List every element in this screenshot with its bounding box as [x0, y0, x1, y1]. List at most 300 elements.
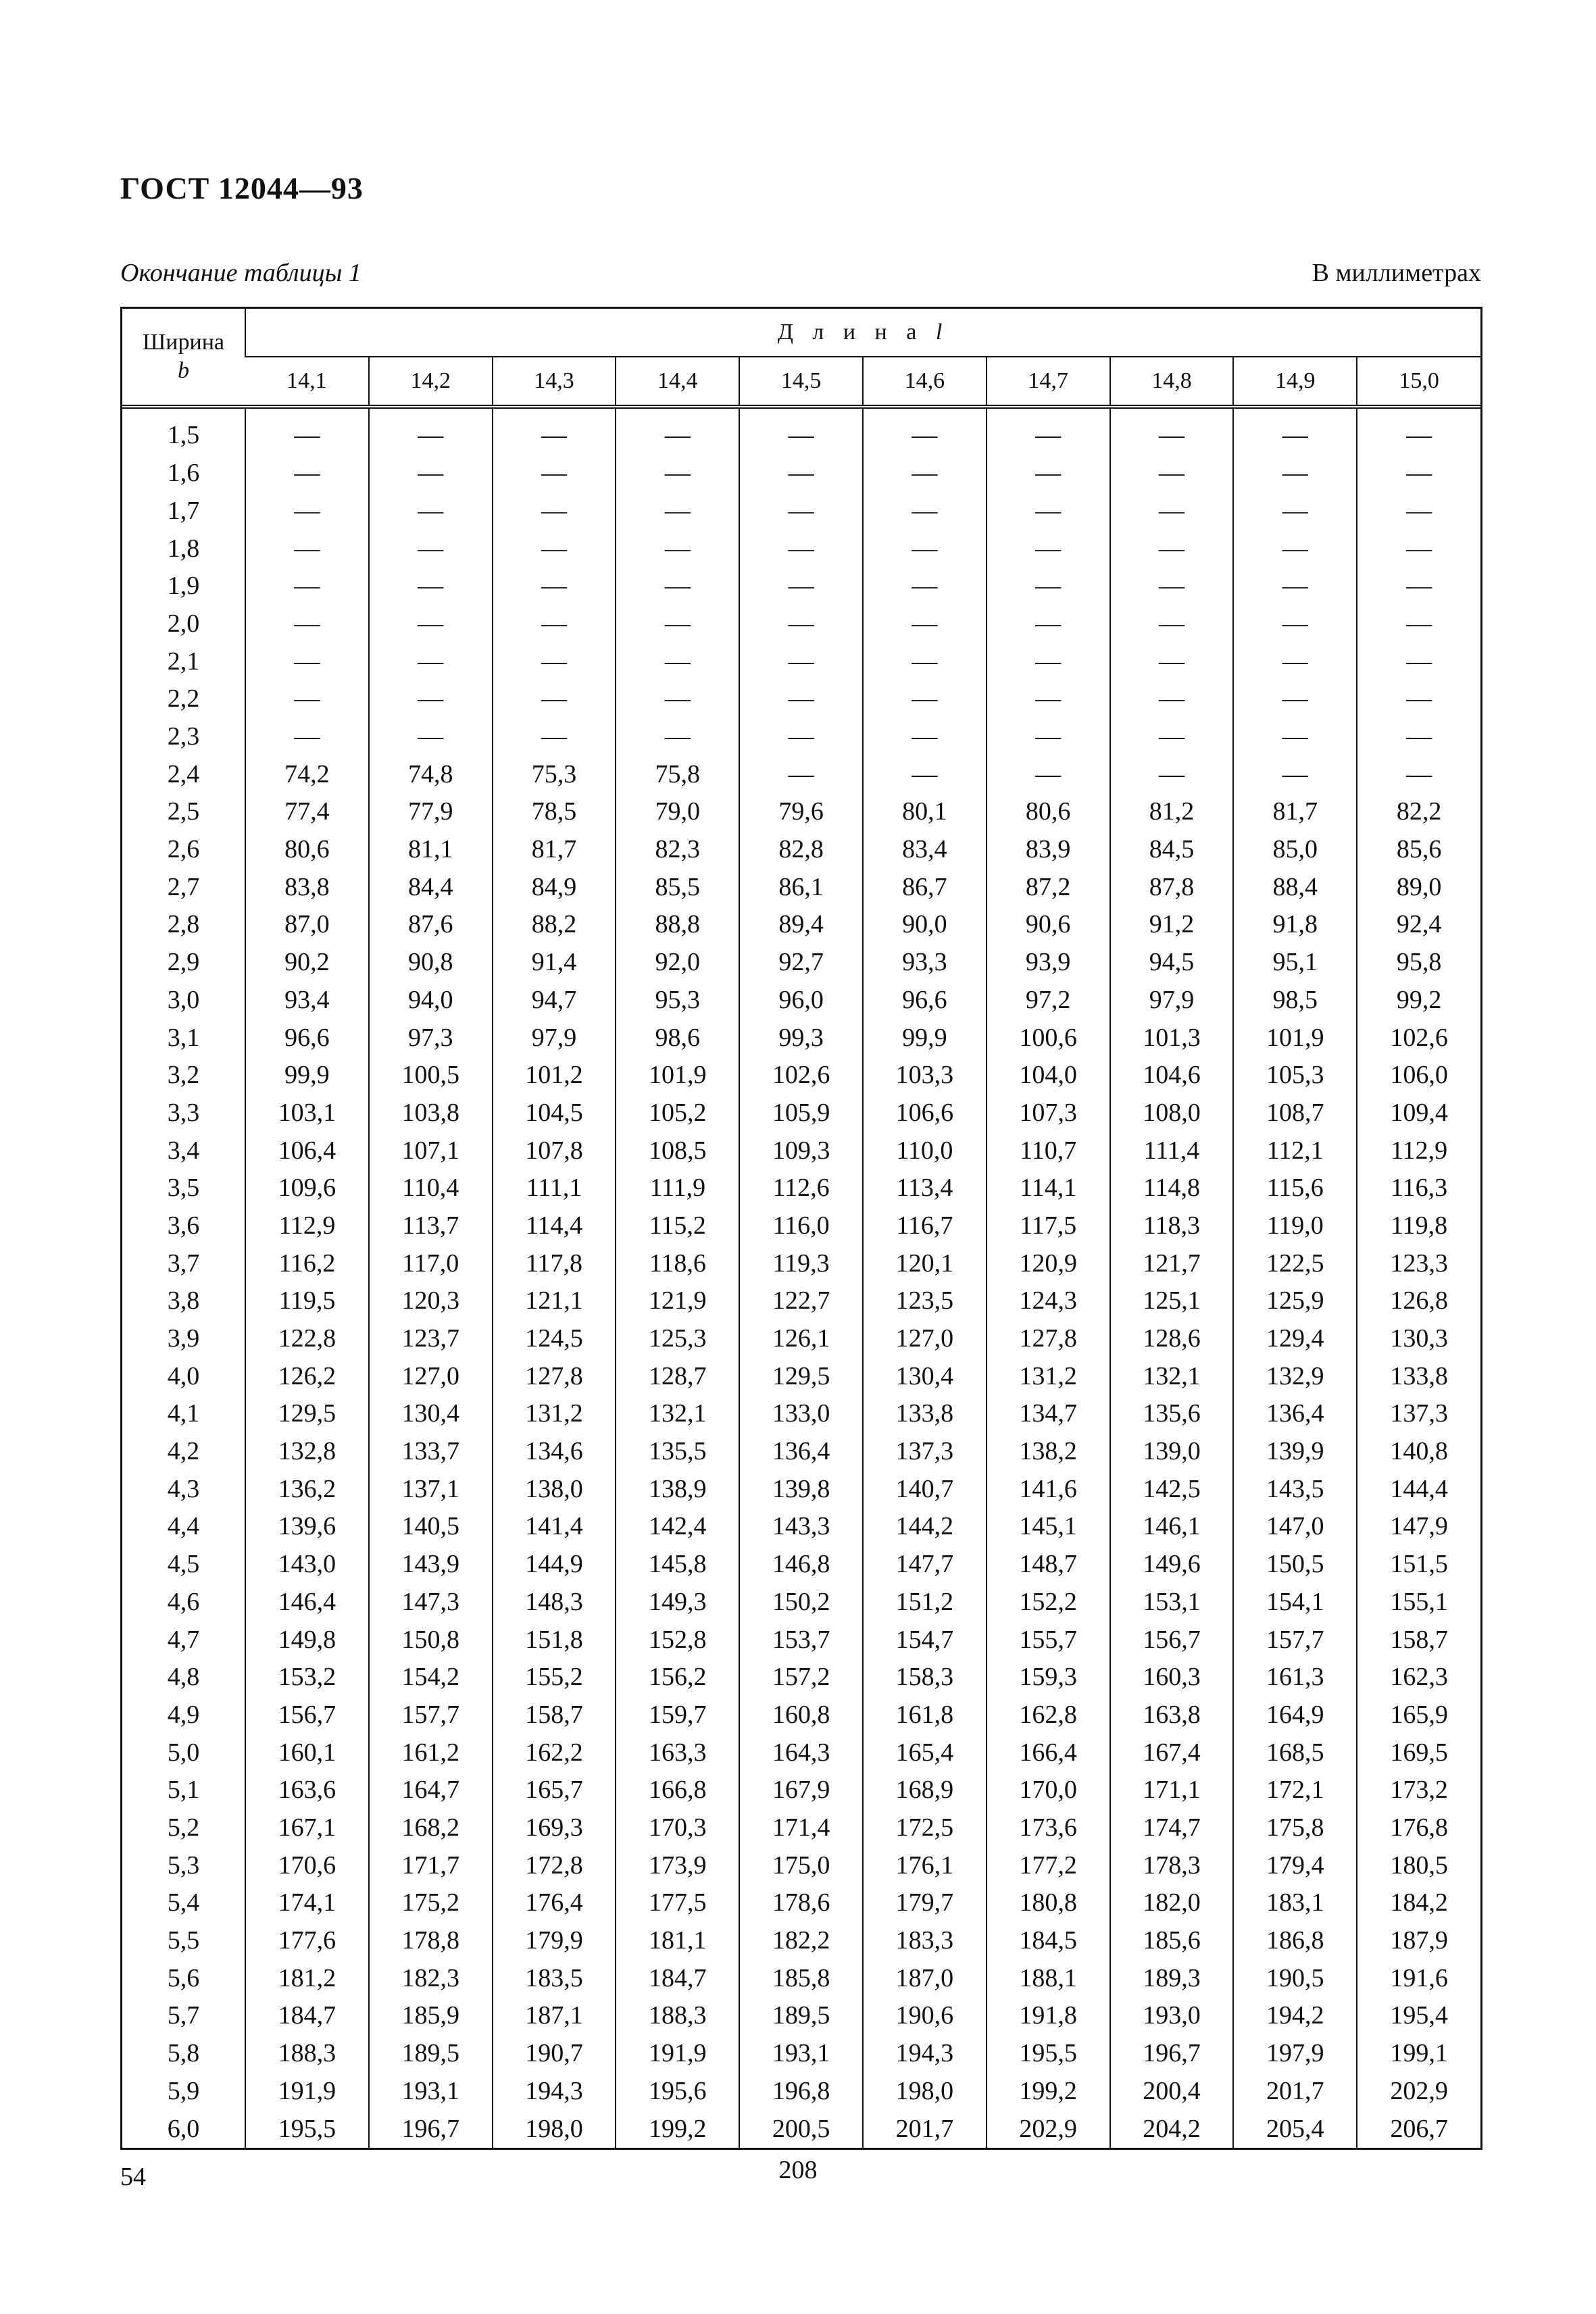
table-row — [122, 1546, 1480, 1584]
width-value-cell: 5,1 — [167, 1776, 200, 1805]
table-cell: — — [1233, 755, 1357, 793]
table-cell: 108,0 — [1110, 1095, 1234, 1132]
table-cell: 179,9 — [493, 1922, 616, 1960]
table-cell: 187,0 — [863, 1959, 987, 1997]
table-cell: — — [739, 568, 863, 605]
dimensions-table — [120, 307, 1482, 2150]
width-value-cell: 3,4 — [167, 1136, 200, 1165]
width-value-cell: 5,2 — [167, 1813, 200, 1842]
table-cell: 91,8 — [1233, 906, 1357, 944]
width-value-cell: 6,0 — [167, 2114, 200, 2143]
table-cell: — — [987, 605, 1110, 643]
table-cell: 127,0 — [863, 1320, 987, 1358]
width-value-cell: 2,7 — [167, 872, 200, 901]
table-cell: 174,7 — [1110, 1809, 1234, 1847]
table-cell: 200,5 — [739, 2110, 863, 2148]
table-cell: 82,2 — [1357, 793, 1480, 831]
table-cell: 161,3 — [1233, 1659, 1357, 1696]
table-cell: 110,0 — [863, 1132, 987, 1169]
table-cell: 106,0 — [1357, 1057, 1480, 1095]
table-cell: 194,3 — [493, 2072, 616, 2110]
table-cell: 91,2 — [1110, 906, 1234, 944]
width-value-cell: 5,5 — [167, 1926, 200, 1955]
table-cell: — — [493, 680, 616, 718]
table-body — [122, 407, 1480, 2148]
table-cell: 136,4 — [739, 1433, 863, 1471]
length-column-header: 14,6 — [863, 357, 987, 407]
table-cell: 134,7 — [987, 1395, 1110, 1433]
table-cell: 161,2 — [369, 1734, 493, 1771]
width-value-cell: 5,8 — [167, 2039, 200, 2068]
table-cell: 165,4 — [863, 1734, 987, 1771]
table-cell: 163,6 — [245, 1771, 369, 1809]
table-cell: 94,0 — [369, 982, 493, 1020]
table-cell: — — [493, 643, 616, 680]
table-cell: 95,8 — [1357, 944, 1480, 982]
table-cell: 154,1 — [1233, 1584, 1357, 1621]
width-value-cell: 3,0 — [167, 985, 200, 1014]
table-cell: 91,4 — [493, 944, 616, 982]
table-cell: — — [1357, 530, 1480, 568]
table-cell: 86,7 — [863, 868, 987, 906]
width-value-cell: 3,5 — [167, 1174, 200, 1203]
table-cell: — — [739, 643, 863, 680]
table-row — [122, 1132, 1480, 1169]
table-row — [122, 2110, 1480, 2148]
table-cell: 89,0 — [1357, 868, 1480, 906]
table-cell: 84,4 — [369, 868, 493, 906]
table-cell: 132,8 — [245, 1433, 369, 1471]
table-cell: — — [863, 568, 987, 605]
table-cell: 133,8 — [1357, 1357, 1480, 1395]
table-cell: 84,9 — [493, 868, 616, 906]
table-cell: 181,2 — [245, 1959, 369, 1997]
table-cell: 155,2 — [493, 1659, 616, 1696]
table-cell: 168,2 — [369, 1809, 493, 1847]
table-cell: 114,4 — [493, 1207, 616, 1245]
table-cell: — — [369, 605, 493, 643]
table-row — [122, 1470, 1480, 1508]
table-cell: — — [1110, 755, 1234, 793]
table-cell: — — [1357, 680, 1480, 718]
table-cell: 190,5 — [1233, 1959, 1357, 1997]
table-cell: 199,1 — [1357, 2035, 1480, 2073]
table-cell: 104,5 — [493, 1095, 616, 1132]
table-cell: — — [987, 718, 1110, 756]
table-cell: 193,1 — [369, 2072, 493, 2110]
table-cell: 106,4 — [245, 1132, 369, 1169]
table-cell: 196,7 — [1110, 2035, 1234, 2073]
table-cell: 190,6 — [863, 1997, 987, 2035]
table-cell: 187,1 — [493, 1997, 616, 2035]
table-cell: — — [493, 455, 616, 493]
table-cell: 80,6 — [987, 793, 1110, 831]
table-cell: 101,9 — [616, 1057, 739, 1095]
width-value-cell: 5,4 — [167, 1888, 200, 1917]
length-column-header: 14,5 — [739, 357, 863, 407]
table-cell: 130,4 — [369, 1395, 493, 1433]
table-cell: 112,9 — [1357, 1132, 1480, 1169]
table-cell: 90,8 — [369, 944, 493, 982]
table-cell: 144,2 — [863, 1508, 987, 1546]
table-cell: — — [863, 718, 987, 756]
table-cell: 163,8 — [1110, 1696, 1234, 1734]
table-cell: 93,3 — [863, 944, 987, 982]
table-cell: 108,7 — [1233, 1095, 1357, 1132]
table-cell: 113,7 — [369, 1207, 493, 1245]
table-cell: 121,1 — [493, 1282, 616, 1320]
table-cell: 74,2 — [245, 755, 369, 793]
table-row — [122, 680, 1480, 718]
table-cell: 167,1 — [245, 1809, 369, 1847]
table-cell: 151,5 — [1357, 1546, 1480, 1584]
table-cell: 173,6 — [987, 1809, 1110, 1847]
table-cell: 147,3 — [369, 1584, 493, 1621]
table-cell: 153,7 — [739, 1621, 863, 1659]
table-cell: 141,4 — [493, 1508, 616, 1546]
table-cell: — — [245, 718, 369, 756]
table-row — [122, 643, 1480, 680]
page-number-center: 208 — [778, 2156, 818, 2184]
table-cell: 143,0 — [245, 1546, 369, 1584]
table-cell: 122,5 — [1233, 1244, 1357, 1282]
table-cell: — — [245, 680, 369, 718]
table-row — [122, 793, 1480, 831]
table-cell: — — [245, 568, 369, 605]
table-cell: 162,3 — [1357, 1659, 1480, 1696]
table-cell: — — [1357, 718, 1480, 756]
table-cell: 80,6 — [245, 831, 369, 869]
table-cell: 78,5 — [493, 793, 616, 831]
table-cell: — — [739, 605, 863, 643]
width-value-cell: 1,9 — [167, 572, 200, 601]
table-cell: 96,0 — [739, 982, 863, 1020]
table-cell: — — [1357, 493, 1480, 530]
width-value-cell: 3,1 — [167, 1023, 200, 1052]
table-cell: — — [739, 493, 863, 530]
table-row — [122, 1846, 1480, 1884]
table-cell: 182,0 — [1110, 1884, 1234, 1922]
table-cell: 182,3 — [369, 1959, 493, 1997]
table-cell: — — [369, 530, 493, 568]
table-row — [122, 1019, 1480, 1057]
table-cell: 104,0 — [987, 1057, 1110, 1095]
table-cell: 115,2 — [616, 1207, 739, 1245]
table-cell: 96,6 — [863, 982, 987, 1020]
table-cell: 164,9 — [1233, 1696, 1357, 1734]
length-column-header: 14,3 — [493, 357, 616, 407]
table-cell: — — [493, 407, 616, 455]
table-cell: 79,6 — [739, 793, 863, 831]
table-cell: 195,6 — [616, 2072, 739, 2110]
table-cell: 112,1 — [1233, 1132, 1357, 1169]
table-cell: 171,4 — [739, 1809, 863, 1847]
table-cell: 195,5 — [987, 2035, 1110, 2073]
table-cell: 154,2 — [369, 1659, 493, 1696]
width-value-cell: 4,8 — [167, 1663, 200, 1692]
table-cell: 176,8 — [1357, 1809, 1480, 1847]
width-value-cell: 4,6 — [167, 1587, 200, 1616]
table-cell: 102,6 — [739, 1057, 863, 1095]
table-cell: 164,7 — [369, 1771, 493, 1809]
table-cell: — — [245, 530, 369, 568]
table-cell: — — [739, 530, 863, 568]
table-cell: — — [739, 718, 863, 756]
length-header-label: Д л и н а — [777, 320, 924, 345]
table-cell: 202,9 — [1357, 2072, 1480, 2110]
table-cell: 97,3 — [369, 1019, 493, 1057]
table-cell: 110,4 — [369, 1169, 493, 1207]
table-cell: 116,3 — [1357, 1169, 1480, 1207]
table-cell: 82,3 — [616, 831, 739, 869]
table-cell: 193,0 — [1110, 1997, 1234, 2035]
table-cell: 75,8 — [616, 755, 739, 793]
table-cell: 79,0 — [616, 793, 739, 831]
table-cell: 90,2 — [245, 944, 369, 982]
table-cell: 170,3 — [616, 1809, 739, 1847]
table-cell: — — [369, 643, 493, 680]
table-cell: 99,2 — [1357, 982, 1480, 1020]
table-cell: 103,8 — [369, 1095, 493, 1132]
table-cell: 165,7 — [493, 1771, 616, 1809]
table-cell: 99,9 — [245, 1057, 369, 1095]
table-cell: 136,2 — [245, 1470, 369, 1508]
table-cell: — — [1233, 455, 1357, 493]
table-cell: 119,8 — [1357, 1207, 1480, 1245]
table-cell: 105,2 — [616, 1095, 739, 1132]
table-cell: 135,5 — [616, 1433, 739, 1471]
table-cell: 129,5 — [739, 1357, 863, 1395]
table-cell: 132,1 — [616, 1395, 739, 1433]
table-cell: 147,9 — [1357, 1508, 1480, 1546]
table-cell: 191,9 — [245, 2072, 369, 2110]
table-cell: 133,8 — [863, 1395, 987, 1433]
table-cell: 123,7 — [369, 1320, 493, 1358]
table-cell: 117,8 — [493, 1244, 616, 1282]
table-cell: 173,2 — [1357, 1771, 1480, 1809]
table-cell: 81,7 — [1233, 793, 1357, 831]
table-cell: 89,4 — [739, 906, 863, 944]
table-cell: — — [1110, 407, 1234, 455]
table-cell: 145,8 — [616, 1546, 739, 1584]
table-cell: 164,3 — [739, 1734, 863, 1771]
table-cell: 139,0 — [1110, 1433, 1234, 1471]
table-cell: — — [245, 643, 369, 680]
table-cell: 163,3 — [616, 1734, 739, 1771]
table-cell: — — [369, 493, 493, 530]
table-cell: — — [616, 680, 739, 718]
table-cell: 158,3 — [863, 1659, 987, 1696]
width-header-symbol: b — [178, 358, 189, 383]
table-cell: 140,5 — [369, 1508, 493, 1546]
table-cell: 155,7 — [987, 1621, 1110, 1659]
table-cell: 146,1 — [1110, 1508, 1234, 1546]
table-cell: 143,5 — [1233, 1470, 1357, 1508]
table-cell: 85,5 — [616, 868, 739, 906]
table-row — [122, 455, 1480, 493]
table-cell: — — [493, 718, 616, 756]
table-cell: 149,6 — [1110, 1546, 1234, 1584]
table-cell: 185,8 — [739, 1959, 863, 1997]
table-cell: 150,5 — [1233, 1546, 1357, 1584]
table-cell: 101,9 — [1233, 1019, 1357, 1057]
table-cell: 178,6 — [739, 1884, 863, 1922]
table-cell: 144,9 — [493, 1546, 616, 1584]
table-cell: 156,7 — [245, 1696, 369, 1734]
document-title: ГОСТ 12044—93 — [120, 171, 364, 205]
table-cell: — — [987, 680, 1110, 718]
length-group-header — [245, 309, 1480, 357]
page-number-left: 54 — [120, 2163, 146, 2191]
table-cell: 112,6 — [739, 1169, 863, 1207]
table-cell: 109,6 — [245, 1169, 369, 1207]
table-cell: 94,7 — [493, 982, 616, 1020]
table-cell: 157,7 — [369, 1696, 493, 1734]
table-cell: 111,9 — [616, 1169, 739, 1207]
table-cell: 158,7 — [493, 1696, 616, 1734]
table-cell: — — [739, 680, 863, 718]
table-cell: — — [863, 493, 987, 530]
dimensions-table-grid — [122, 309, 1480, 2148]
table-cell: 127,0 — [369, 1357, 493, 1395]
table-cell: 148,3 — [493, 1584, 616, 1621]
table-cell: 165,9 — [1357, 1696, 1480, 1734]
table-cell: 166,8 — [616, 1771, 739, 1809]
table-cell: — — [863, 680, 987, 718]
table-cell: 137,3 — [863, 1433, 987, 1471]
table-cell: 185,6 — [1110, 1922, 1234, 1960]
table-cell: 120,9 — [987, 1244, 1110, 1282]
table-cell: 106,6 — [863, 1095, 987, 1132]
table-row — [122, 2035, 1480, 2073]
table-cell: 198,0 — [493, 2110, 616, 2148]
table-row — [122, 407, 1480, 455]
table-row — [122, 755, 1480, 793]
table-cell: 138,2 — [987, 1433, 1110, 1471]
table-cell: 196,8 — [739, 2072, 863, 2110]
table-caption: Окончание таблицы 1 — [120, 259, 361, 287]
table-cell: 116,2 — [245, 1244, 369, 1282]
table-cell: 150,2 — [739, 1584, 863, 1621]
table-cell: 102,6 — [1357, 1019, 1480, 1057]
table-cell: 152,2 — [987, 1584, 1110, 1621]
table-cell: 183,1 — [1233, 1884, 1357, 1922]
table-cell: 169,5 — [1357, 1734, 1480, 1771]
table-cell: — — [493, 493, 616, 530]
table-header-row-top — [122, 309, 1480, 357]
length-column-header: 14,8 — [1110, 357, 1234, 407]
length-column-header: 14,4 — [616, 357, 739, 407]
table-cell: — — [1357, 605, 1480, 643]
table-cell: 149,8 — [245, 1621, 369, 1659]
table-cell: 201,7 — [1233, 2072, 1357, 2110]
table-cell: 97,9 — [1110, 982, 1234, 1020]
table-row — [122, 1659, 1480, 1696]
width-value-cell: 2,5 — [167, 797, 200, 826]
table-cell: 197,9 — [1233, 2035, 1357, 2073]
table-cell: — — [1110, 605, 1234, 643]
table-cell: 85,0 — [1233, 831, 1357, 869]
table-cell: 206,7 — [1357, 2110, 1480, 2148]
table-cell: 140,8 — [1357, 1433, 1480, 1471]
table-cell: — — [739, 455, 863, 493]
table-cell: 115,6 — [1233, 1169, 1357, 1207]
table-row — [122, 1169, 1480, 1207]
table-cell: 130,3 — [1357, 1320, 1480, 1358]
width-value-cell: 4,4 — [167, 1512, 200, 1541]
table-cell: 196,7 — [369, 2110, 493, 2148]
table-cell: — — [245, 455, 369, 493]
table-cell: 119,3 — [739, 1244, 863, 1282]
table-cell: 90,0 — [863, 906, 987, 944]
table-cell: — — [493, 568, 616, 605]
table-cell: 81,7 — [493, 831, 616, 869]
table-row — [122, 1922, 1480, 1960]
table-cell: 156,2 — [616, 1659, 739, 1696]
table-cell: 122,8 — [245, 1320, 369, 1358]
table-cell: 75,3 — [493, 755, 616, 793]
width-value-cell: 3,2 — [167, 1061, 200, 1090]
width-value-cell: 4,1 — [167, 1399, 200, 1428]
table-cell: — — [369, 680, 493, 718]
width-value-cell: 2,4 — [167, 759, 200, 788]
table-cell: 108,5 — [616, 1132, 739, 1169]
table-cell: 133,7 — [369, 1433, 493, 1471]
table-cell: 119,5 — [245, 1282, 369, 1320]
table-row — [122, 1771, 1480, 1809]
table-cell: 111,4 — [1110, 1132, 1234, 1169]
table-cell: 125,3 — [616, 1320, 739, 1358]
table-cell: 158,7 — [1357, 1621, 1480, 1659]
table-cell: 149,3 — [616, 1584, 739, 1621]
table-cell: — — [863, 407, 987, 455]
table-cell: 90,6 — [987, 906, 1110, 944]
table-row — [122, 1207, 1480, 1245]
table-cell: 152,8 — [616, 1621, 739, 1659]
table-cell: 77,4 — [245, 793, 369, 831]
table-cell: — — [616, 568, 739, 605]
table-cell: 188,3 — [616, 1997, 739, 2035]
width-value-cell: 5,0 — [167, 1738, 200, 1767]
table-cell: 199,2 — [987, 2072, 1110, 2110]
table-cell: 171,1 — [1110, 1771, 1234, 1809]
table-cell: 94,5 — [1110, 944, 1234, 982]
table-cell: 194,2 — [1233, 1997, 1357, 2035]
width-value-cell: 3,6 — [167, 1211, 200, 1240]
table-cell: 127,8 — [987, 1320, 1110, 1358]
table-cell: 137,1 — [369, 1470, 493, 1508]
table-row — [122, 944, 1480, 982]
table-cell: 139,8 — [739, 1470, 863, 1508]
table-cell: — — [245, 605, 369, 643]
table-cell: 189,5 — [369, 2035, 493, 2073]
table-cell: 109,3 — [739, 1132, 863, 1169]
table-cell: 123,5 — [863, 1282, 987, 1320]
table-cell: 150,8 — [369, 1621, 493, 1659]
table-cell: — — [987, 755, 1110, 793]
table-cell: 147,7 — [863, 1546, 987, 1584]
table-row — [122, 1244, 1480, 1282]
table-cell: 172,5 — [863, 1809, 987, 1847]
table-cell: 83,4 — [863, 831, 987, 869]
table-cell: — — [987, 568, 1110, 605]
table-cell: 107,8 — [493, 1132, 616, 1169]
table-cell: — — [1233, 530, 1357, 568]
table-cell: 131,2 — [493, 1395, 616, 1433]
table-cell: 153,1 — [1110, 1584, 1234, 1621]
table-cell: — — [1233, 718, 1357, 756]
table-cell: 128,7 — [616, 1357, 739, 1395]
